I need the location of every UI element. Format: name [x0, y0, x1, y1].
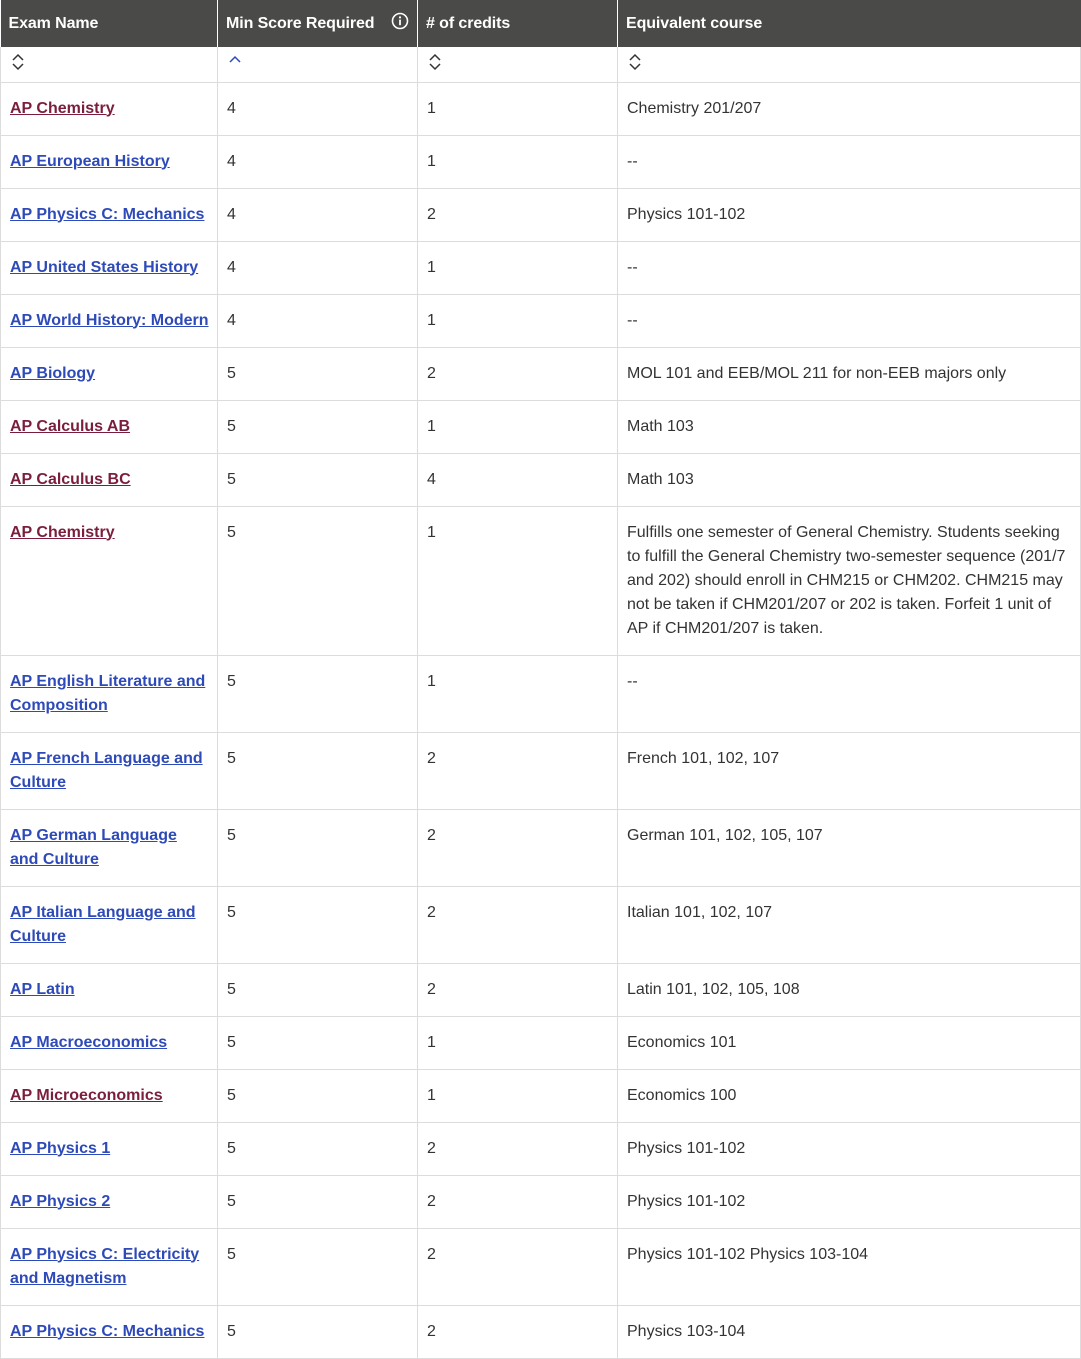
cell-min-score: 4 — [218, 294, 418, 347]
table-row — [1, 188, 1081, 241]
cell-credits: 4 — [418, 453, 618, 506]
exam-link[interactable]: AP Italian Language and Culture — [10, 903, 196, 945]
table-row — [1, 1122, 1081, 1175]
table-row — [1, 1016, 1081, 1069]
cell-equivalent-course: Math 103 — [618, 453, 1081, 506]
table-row — [1, 963, 1081, 1016]
exam-link[interactable]: AP Physics 1 — [10, 1139, 111, 1157]
sort-cell-credits[interactable] — [418, 47, 618, 82]
sort-both-icon[interactable] — [628, 53, 642, 71]
cell-exam-name — [1, 1016, 218, 1069]
cell-credits: 2 — [418, 963, 618, 1016]
cell-min-score: 5 — [218, 453, 418, 506]
table-row — [1, 347, 1081, 400]
cell-min-score: 5 — [218, 1228, 418, 1305]
cell-equivalent-course: German 101, 102, 105, 107 — [618, 809, 1081, 886]
cell-credits: 2 — [418, 347, 618, 400]
cell-credits: 1 — [418, 1016, 618, 1069]
cell-min-score: 4 — [218, 188, 418, 241]
cell-min-score: 5 — [218, 732, 418, 809]
table-row — [1, 1175, 1081, 1228]
sort-cell-exam-name[interactable] — [1, 47, 218, 82]
cell-exam-name — [1, 347, 218, 400]
column-header-exam-name[interactable] — [1, 0, 218, 47]
table-row — [1, 1228, 1081, 1305]
cell-equivalent-course: Economics 100 — [618, 1069, 1081, 1122]
cell-min-score: 5 — [218, 655, 418, 732]
exam-link[interactable]: AP Macroeconomics — [10, 1033, 168, 1051]
table-row — [1, 655, 1081, 732]
table-row — [1, 135, 1081, 188]
exam-link[interactable]: AP World History: Modern — [10, 311, 209, 329]
cell-exam-name — [1, 453, 218, 506]
cell-equivalent-course: Economics 101 — [618, 1016, 1081, 1069]
cell-exam-name — [1, 294, 218, 347]
table-row — [1, 400, 1081, 453]
cell-equivalent-course: MOL 101 and EEB/MOL 211 for non-EEB majors only — [618, 347, 1081, 400]
cell-exam-name — [1, 1069, 218, 1122]
exam-link[interactable]: AP Chemistry — [10, 99, 115, 117]
cell-equivalent-course: Physics 101-102 — [618, 1175, 1081, 1228]
cell-exam-name — [1, 82, 218, 135]
table-row — [1, 241, 1081, 294]
cell-credits: 1 — [418, 655, 618, 732]
cell-credits: 1 — [418, 294, 618, 347]
cell-min-score: 4 — [218, 241, 418, 294]
cell-credits: 2 — [418, 809, 618, 886]
cell-equivalent-course: -- — [618, 135, 1081, 188]
cell-exam-name — [1, 241, 218, 294]
cell-credits: 2 — [418, 886, 618, 963]
exam-link[interactable]: AP German Language and Culture — [10, 826, 177, 868]
cell-equivalent-course: Physics 101-102 Physics 103-104 — [618, 1228, 1081, 1305]
cell-min-score: 5 — [218, 963, 418, 1016]
cell-exam-name — [1, 506, 218, 655]
cell-credits: 1 — [418, 506, 618, 655]
sort-row — [1, 47, 1081, 82]
column-header-label: Exam Name — [8, 14, 99, 32]
column-header-label: Equivalent course — [626, 14, 763, 32]
cell-equivalent-course: Italian 101, 102, 107 — [618, 886, 1081, 963]
cell-credits: 2 — [418, 1122, 618, 1175]
cell-exam-name — [1, 1175, 218, 1228]
cell-exam-name — [1, 1228, 218, 1305]
cell-equivalent-course: Latin 101, 102, 105, 108 — [618, 963, 1081, 1016]
cell-equivalent-course: French 101, 102, 107 — [618, 732, 1081, 809]
cell-exam-name — [1, 732, 218, 809]
cell-exam-name — [1, 655, 218, 732]
cell-min-score: 5 — [218, 1122, 418, 1175]
cell-min-score: 5 — [218, 347, 418, 400]
column-header-min-score[interactable] — [218, 0, 418, 47]
cell-min-score: 5 — [218, 400, 418, 453]
sort-both-icon[interactable] — [428, 53, 442, 71]
exam-link[interactable]: AP Calculus AB — [10, 417, 131, 435]
table-row — [1, 732, 1081, 809]
column-header-credits[interactable] — [418, 0, 618, 47]
cell-min-score: 5 — [218, 886, 418, 963]
table-row — [1, 294, 1081, 347]
cell-exam-name — [1, 188, 218, 241]
cell-equivalent-course: Physics 101-102 — [618, 1122, 1081, 1175]
cell-equivalent-course: -- — [618, 241, 1081, 294]
sort-both-icon[interactable] — [11, 53, 25, 71]
cell-min-score: 5 — [218, 1305, 418, 1358]
cell-min-score: 5 — [218, 809, 418, 886]
sort-cell-min-score[interactable] — [218, 47, 418, 82]
exam-link[interactable]: AP Latin — [10, 980, 75, 998]
exam-link[interactable]: AP Biology — [10, 364, 96, 382]
cell-min-score: 4 — [218, 82, 418, 135]
cell-credits: 2 — [418, 1305, 618, 1358]
table-row — [1, 886, 1081, 963]
column-header-label: Min Score Required — [226, 14, 375, 32]
cell-equivalent-course: Chemistry 201/207 — [618, 82, 1081, 135]
exam-link[interactable]: AP European History — [10, 152, 170, 170]
cell-equivalent-course: Math 103 — [618, 400, 1081, 453]
table-row — [1, 809, 1081, 886]
exam-link[interactable]: AP United States History — [10, 258, 199, 276]
cell-exam-name — [1, 400, 218, 453]
table-row — [1, 506, 1081, 655]
cell-equivalent-course: -- — [618, 655, 1081, 732]
cell-exam-name — [1, 1122, 218, 1175]
cell-credits: 1 — [418, 400, 618, 453]
cell-credits: 1 — [418, 241, 618, 294]
cell-exam-name — [1, 963, 218, 1016]
cell-exam-name — [1, 1305, 218, 1358]
sort-ascending-icon[interactable] — [228, 53, 242, 71]
table-header-row — [1, 0, 1081, 47]
cell-credits: 2 — [418, 732, 618, 809]
cell-credits: 2 — [418, 188, 618, 241]
cell-min-score: 4 — [218, 135, 418, 188]
cell-exam-name — [1, 135, 218, 188]
cell-exam-name — [1, 809, 218, 886]
cell-equivalent-course: Fulfills one semester of General Chemistry. Students seeking to fulfill the General Chemistry two-semester sequence (201/7 and 202) should enroll in CHM215 or CHM202. CHM215 may not be taken if CHM201/207 or 202 is taken. Forfeit 1 unit of AP if CHM201/207 is taken. — [618, 506, 1081, 655]
exam-link[interactable]: AP Physics 2 — [10, 1192, 111, 1210]
exam-link[interactable]: AP Physics C: Electricity and Magnetism — [10, 1245, 200, 1287]
cell-min-score: 5 — [218, 1175, 418, 1228]
column-header-label: # of credits — [426, 14, 511, 32]
cell-equivalent-course: Physics 103-104 — [618, 1305, 1081, 1358]
cell-credits: 1 — [418, 82, 618, 135]
cell-credits: 2 — [418, 1228, 618, 1305]
exam-link[interactable]: AP Physics C: Mechanics — [10, 1322, 205, 1340]
sort-cell-equivalent-course[interactable] — [618, 47, 1081, 82]
table-row — [1, 453, 1081, 506]
exam-link[interactable]: AP Physics C: Mechanics — [10, 205, 205, 223]
exam-link[interactable]: AP Chemistry — [10, 523, 115, 541]
exam-link[interactable]: AP Calculus BC — [10, 470, 131, 488]
cell-credits: 1 — [418, 1069, 618, 1122]
table-body — [1, 82, 1081, 1358]
cell-equivalent-course: -- — [618, 294, 1081, 347]
column-header-equivalent-course[interactable] — [618, 0, 1081, 47]
cell-min-score: 5 — [218, 1016, 418, 1069]
cell-credits: 1 — [418, 135, 618, 188]
exam-link[interactable]: AP French Language and Culture — [10, 749, 203, 791]
table-row — [1, 1305, 1081, 1358]
cell-min-score: 5 — [218, 1069, 418, 1122]
cell-credits: 2 — [418, 1175, 618, 1228]
info-circle-icon[interactable] — [391, 12, 409, 30]
table-row — [1, 82, 1081, 135]
cell-exam-name — [1, 886, 218, 963]
table-row — [1, 1069, 1081, 1122]
exam-link[interactable]: AP Microeconomics — [10, 1086, 163, 1104]
exam-link[interactable]: AP English Literature and Composition — [10, 672, 206, 714]
cell-min-score: 5 — [218, 506, 418, 655]
cell-equivalent-course: Physics 101-102 — [618, 188, 1081, 241]
